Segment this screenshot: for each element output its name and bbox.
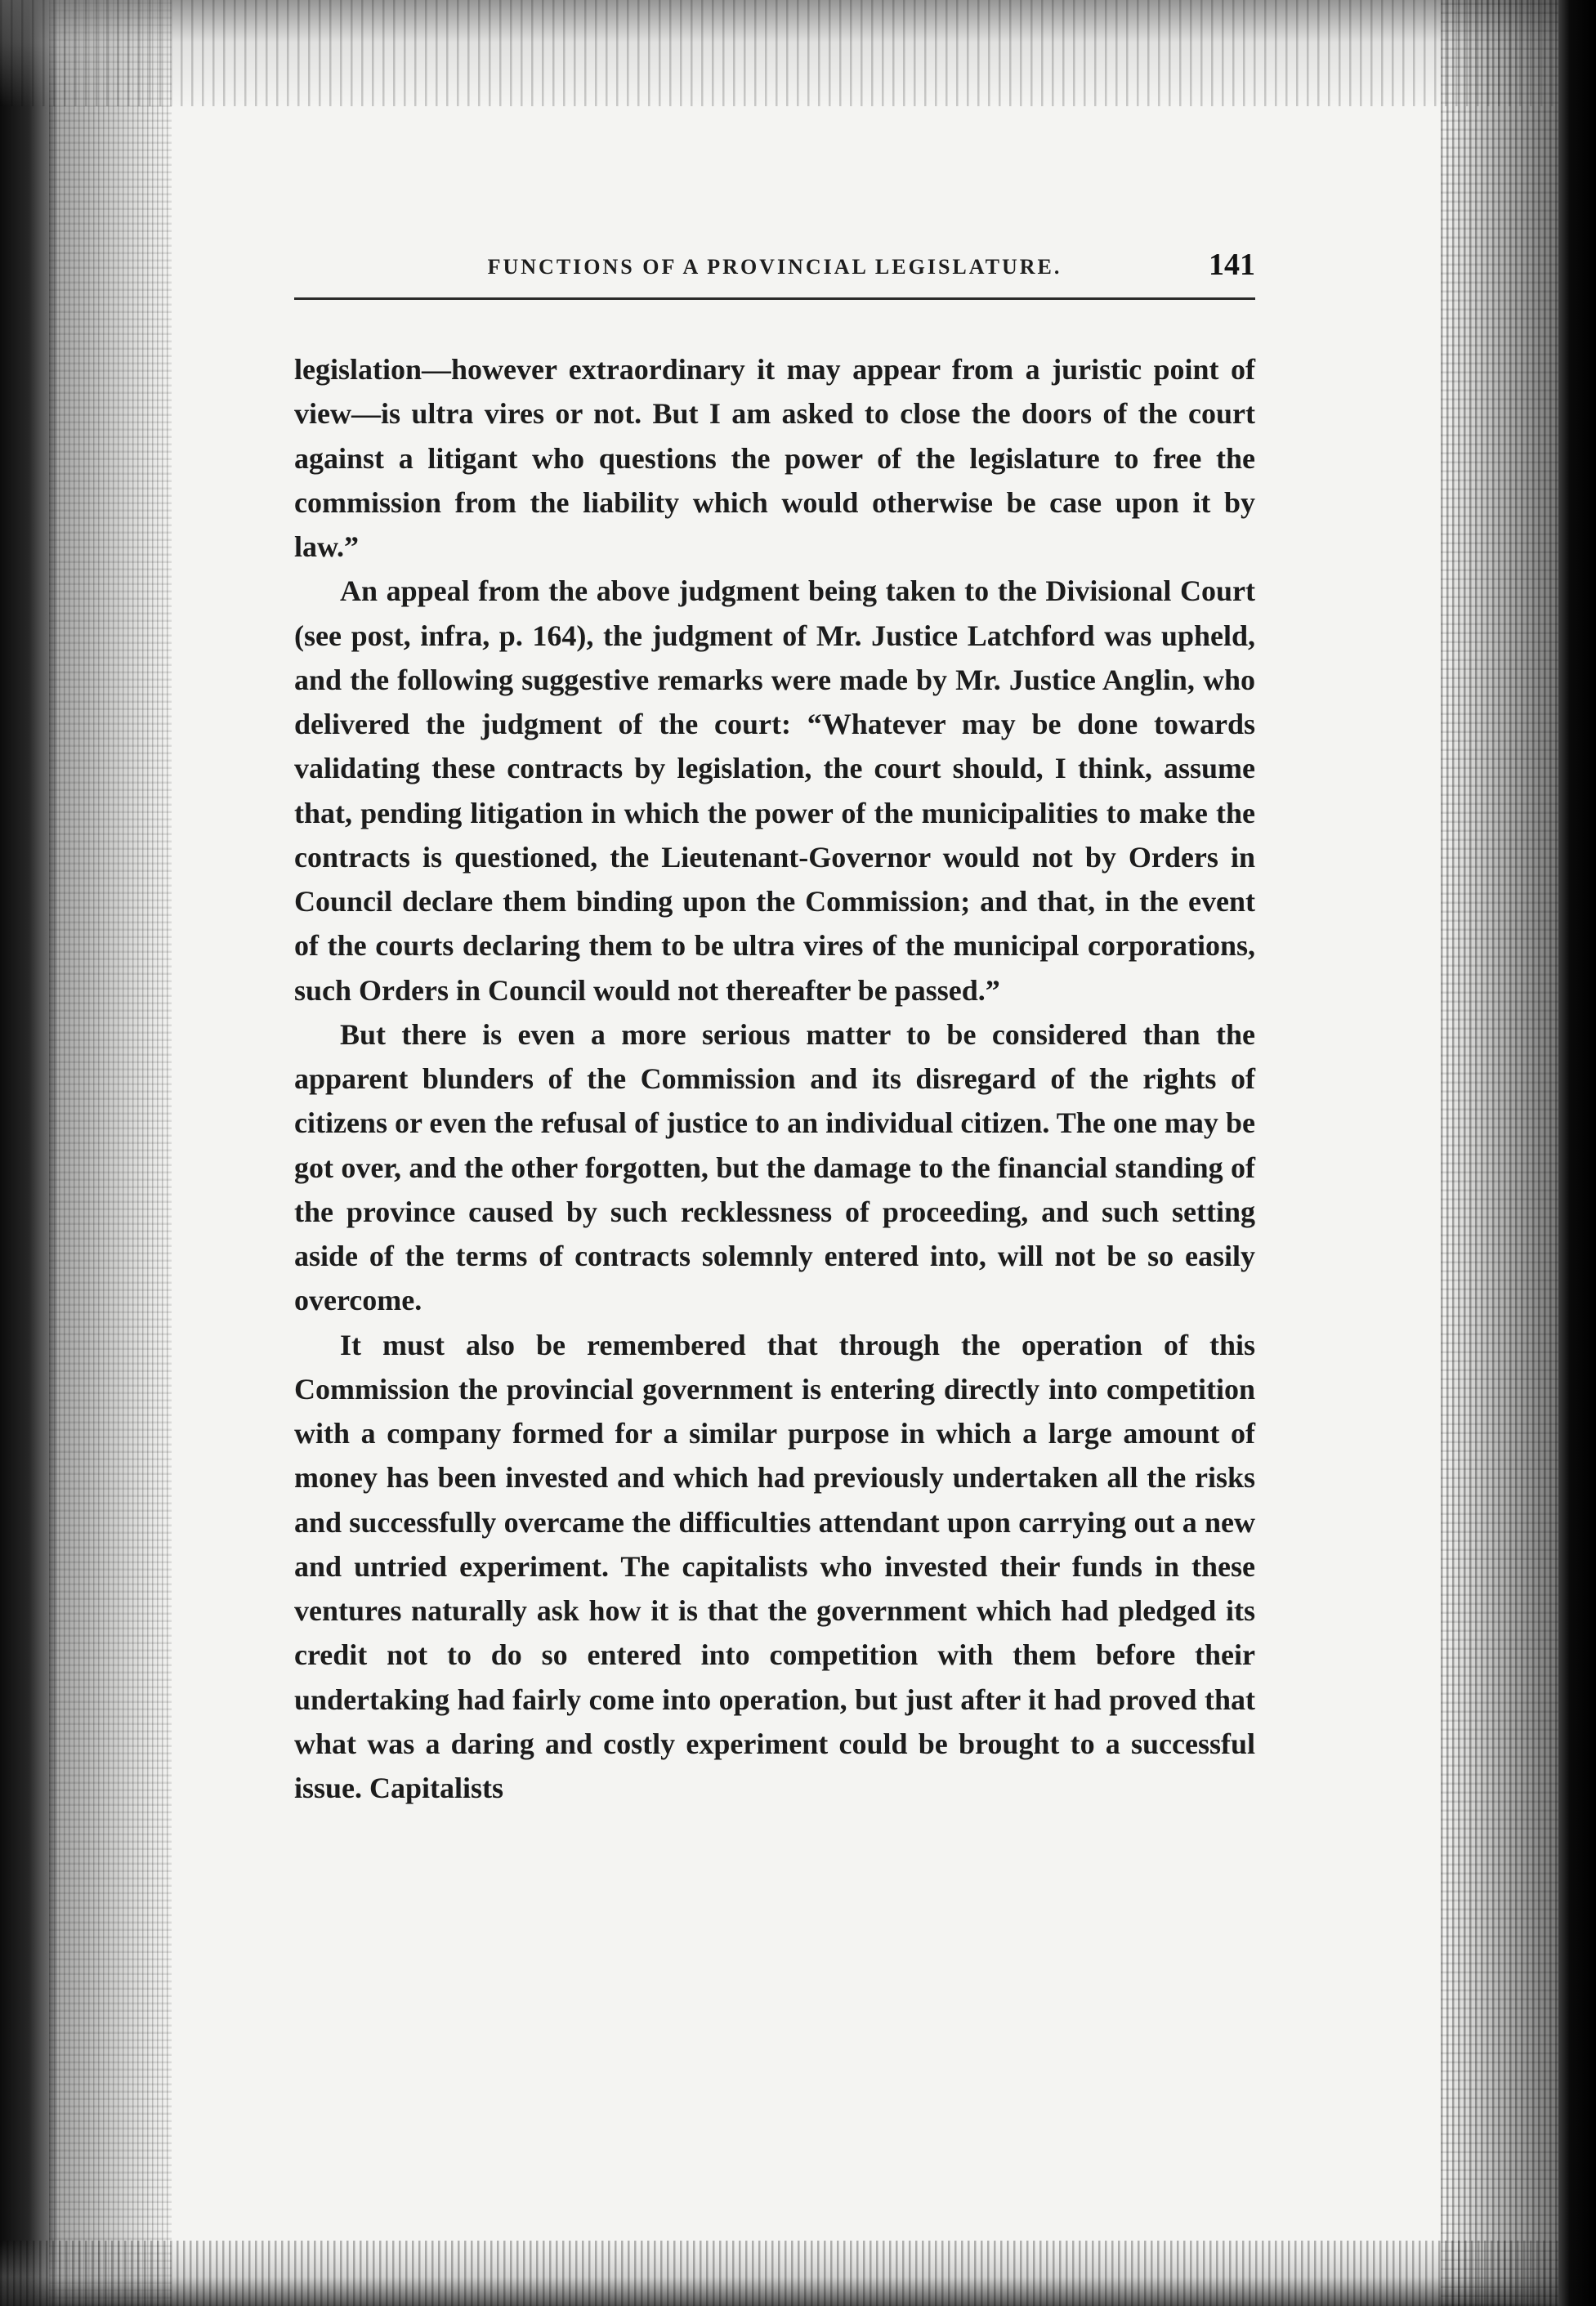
page-number: 141: [1209, 248, 1255, 282]
running-head: [294, 245, 1255, 300]
paragraph: But there is even a more serious matter to be considered than the apparent blunders of the Commission and its disregard of the rights of citizens or even the refusal of justice to an individual citizen. The one may be got over, and the other forgotten, but the damage to the financial standing of the province caused by such recklessness of proceeding, and such setting aside of the terms of contracts solemnly entered into, will not be so easily overcome.: [294, 1017, 1255, 1317]
book-page: [294, 245, 1255, 1810]
scan-right-edge: [1558, 0, 1596, 2306]
scan-bottom-edge: [0, 2241, 1596, 2306]
scan-left-noise: [49, 0, 172, 2306]
body-text: [294, 347, 1255, 1810]
scan-top-edge: [0, 0, 1596, 106]
running-head-title: FUNCTIONS OF A PROVINCIAL LEGISLATURE.: [487, 255, 1062, 279]
paragraph: It must also be remembered that through the operation of this Commission the provincial government is entering directly into competition with a company formed for a similar purpose in which a large amount of money has been invested and which had previously undertaken all the risks and successfully overcame the difficulties attendant upon carrying out a new and untried experiment. The capitalists who invested their funds in these ventures naturally ask how it is that the government which had pledged its credit not to do so entered into competition with them before their undertaking had fairly come into operation, but just after it had proved that what was a daring and costly experiment could be brought to a successful issue. Capitalists: [294, 1328, 1255, 1804]
paragraph: An appeal from the above judgment being taken to the Divisional Court (see post, infra, p. 164), the judgment of Mr. Justice Latchford was upheld, and the following suggestive remarks were made by Mr. Justice Anglin, who delivered the judgment of the court: “Whatever may be done towards validating these contracts by legislation, the court should, I think, assume that, pending litigation in which the power of the municipalities to make the contracts is questioned, the Lieutenant-Governor would not by Orders in Council declare them binding upon the Commission; and that, in the event of the courts declaring them to be ultra vires of the municipal corporations, such Orders in Council would not thereafter be passed.”: [294, 574, 1255, 1007]
scan-right-noise: [1441, 0, 1563, 2306]
paragraph: legislation—however extraordinary it may appear from a juristic point of view—is ultra vires or not. But I am asked to close the doors of the court against a litigant who questions the power of the legislature to free the commission from the liability which would otherwise be case upon it by law.”: [294, 353, 1255, 563]
